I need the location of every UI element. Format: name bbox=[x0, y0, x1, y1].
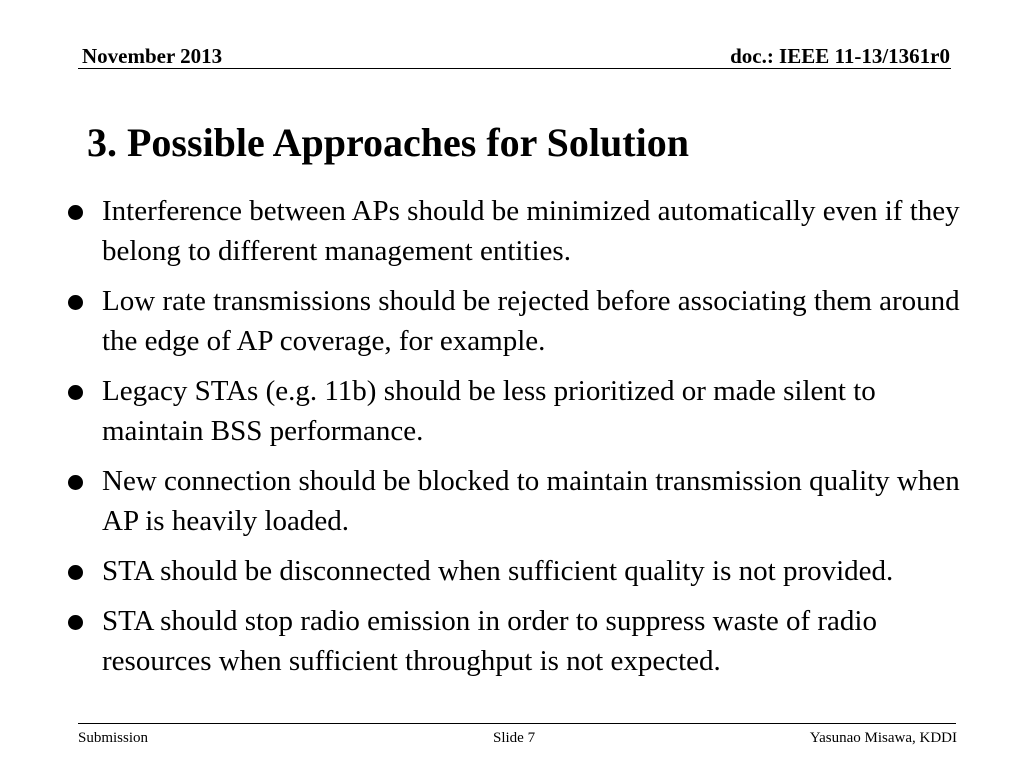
bullet-item bbox=[66, 281, 966, 361]
bullet-dot-icon bbox=[68, 205, 83, 220]
footer-divider bbox=[78, 723, 956, 724]
bullet-dot-icon bbox=[68, 565, 83, 580]
bullet-text: New connection should be blocked to maintain transmission quality when AP is heavily loaded. bbox=[102, 465, 960, 537]
bullet-item bbox=[66, 191, 966, 271]
header-doc-id: doc.: IEEE 11-13/1361r0 bbox=[730, 44, 950, 68]
bullet-item bbox=[66, 551, 966, 591]
bullet-dot-icon bbox=[68, 475, 83, 490]
footer-slide-number: Slide 7 bbox=[493, 730, 536, 746]
bullet-dot-icon bbox=[68, 295, 83, 310]
bullet-text: Low rate transmissions should be rejected before associating them around the edge of AP coverage, for example. bbox=[102, 285, 960, 357]
slide-title: 3. Possible Approaches for Solution bbox=[87, 120, 689, 165]
header-divider bbox=[78, 68, 951, 69]
header-date: November 2013 bbox=[82, 44, 223, 68]
bullet-text: STA should be disconnected when sufficient quality is not provided. bbox=[102, 555, 894, 587]
footer-author: Yasunao Misawa, KDDI bbox=[809, 730, 957, 746]
bullet-text: Interference between APs should be minimized automatically even if they belong to different management entities. bbox=[102, 195, 960, 267]
bullet-text: STA should stop radio emission in order to suppress waste of radio resources when sufficient throughput is not expected. bbox=[102, 605, 877, 677]
bullet-dot-icon bbox=[68, 385, 83, 400]
bullet-item bbox=[66, 601, 966, 681]
bullet-dot-icon bbox=[68, 615, 83, 630]
bullet-item bbox=[66, 371, 966, 451]
footer-submission: Submission bbox=[78, 730, 149, 746]
bullet-item bbox=[66, 461, 966, 541]
bullet-list bbox=[66, 191, 966, 691]
bullet-text: Legacy STAs (e.g. 11b) should be less prioritized or made silent to maintain BSS performance. bbox=[102, 375, 876, 447]
